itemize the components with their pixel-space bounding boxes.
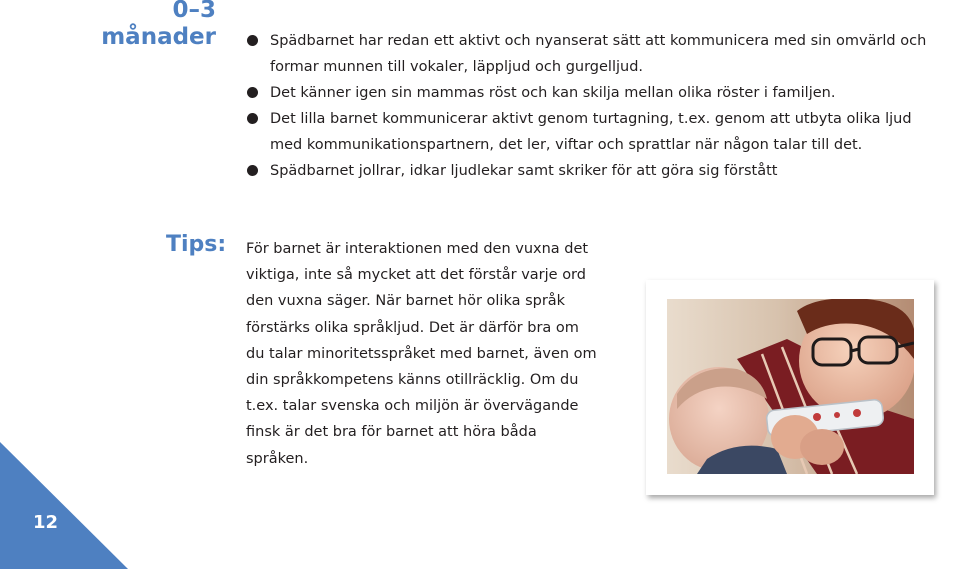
list-item <box>247 28 947 80</box>
tips-label: Tips: <box>166 232 227 257</box>
father-feeding-baby-photo <box>667 299 914 474</box>
age-range: 0–3 <box>172 0 216 23</box>
bullet-icon <box>247 87 258 98</box>
list-item-text: Det känner igen sin mammas röst och kan skilja mellan olika röster i familjen. <box>270 85 836 101</box>
bullet-icon <box>247 35 258 46</box>
milestone-list <box>247 28 947 184</box>
list-item-text: Spädbarnet har redan ett aktivt och nyanserat sätt att kommunicera med sin omvärld och formar munnen till vokaler, läppljud och gurgelljud. <box>270 33 927 75</box>
father-hand-lower <box>800 429 844 465</box>
corner-decoration <box>0 442 128 569</box>
list-item <box>247 106 947 158</box>
age-heading <box>101 0 216 51</box>
list-item <box>247 80 947 106</box>
page-number: 12 <box>33 512 59 533</box>
bullet-icon <box>247 165 258 176</box>
bullet-icon <box>247 113 258 124</box>
photo-frame <box>646 280 934 495</box>
list-item-text: Spädbarnet jollrar, idkar ljudlekar samt skriker för att göra sig förstått <box>270 163 778 179</box>
age-unit: månader <box>101 24 216 50</box>
list-item-text: Det lilla barnet kommunicerar aktivt genom turtagning, t.ex. genom att utbyta olika ljud med kommunikationspartnern, det ler, viftar och sprattlar när någon talar till det. <box>270 111 912 153</box>
tips-text: För barnet är interaktionen med den vuxna det viktiga, inte så mycket att det förstår varje ord den vuxna säger. När barnet hör olika språk förstärks olika språkljud. Det är därför bra om du talar minoritetsspråket med barnet, även om din språkkompetens känns otillräcklig. Om du t.ex. talar svenska och miljön är övervägande finsk är det bra för barnet att höra båda språken. <box>246 241 597 467</box>
list-item <box>247 158 947 184</box>
